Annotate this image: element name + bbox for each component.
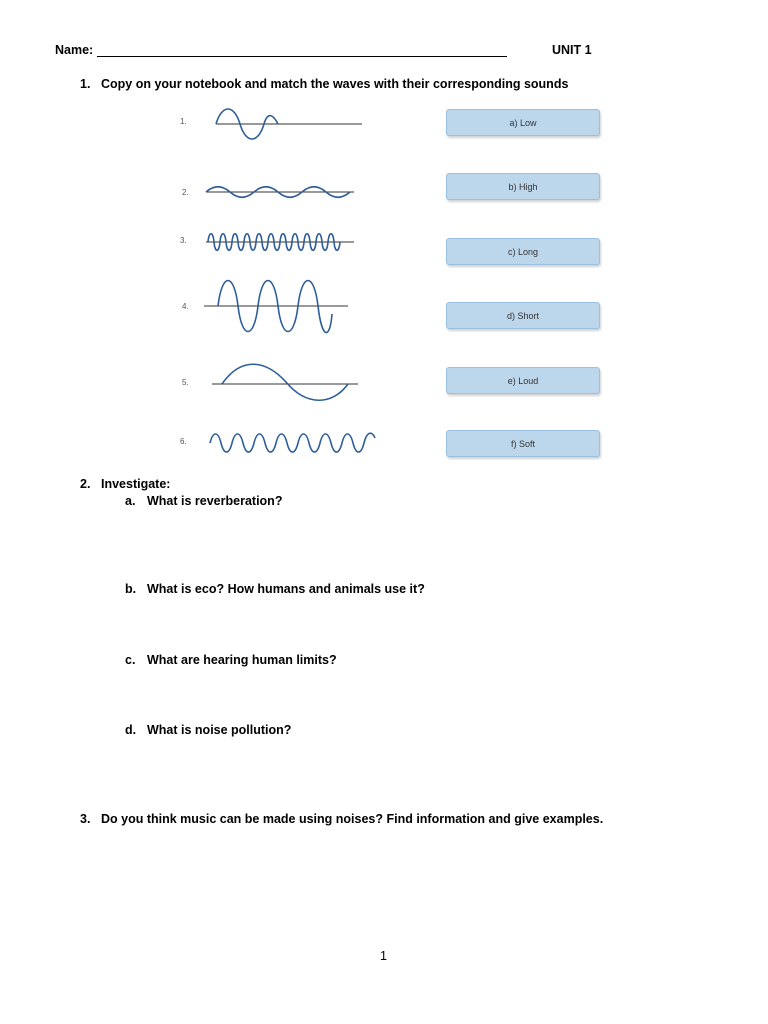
wave-number-2: 2. (182, 188, 189, 197)
question-b-letter: b. (125, 582, 137, 596)
exercise-2-number: 2. (80, 477, 91, 491)
wave-2-graphic (200, 180, 370, 204)
option-long[interactable]: c) Long (446, 238, 600, 265)
exercise-3-text: Do you think music can be made using noises? Find information and give examples. (101, 812, 604, 826)
option-soft[interactable]: f) Soft (446, 430, 600, 457)
wave-4-graphic (200, 270, 370, 342)
question-c-text: What are hearing human limits? (147, 653, 337, 667)
question-b-text: What is eco? How humans and animals use it? (147, 582, 425, 596)
wave-number-6: 6. (180, 437, 187, 446)
exercise-3-number: 3. (80, 812, 91, 826)
unit-label: UNIT 1 (552, 43, 592, 57)
wave-1-graphic (200, 100, 370, 148)
page-number: 1 (380, 949, 387, 963)
option-loud[interactable]: e) Loud (446, 367, 600, 394)
question-d-letter: d. (125, 723, 137, 737)
question-c-letter: c. (125, 653, 136, 667)
option-short[interactable]: d) Short (446, 302, 600, 329)
exercise-1-instruction: Copy on your notebook and match the waves with their corresponding sounds (101, 77, 569, 91)
question-d-text: What is noise pollution? (147, 723, 292, 737)
wave-number-5: 5. (182, 378, 189, 387)
wave-number-4: 4. (182, 302, 189, 311)
exercise-1-number: 1. (80, 77, 91, 91)
name-label: Name: (55, 43, 94, 57)
exercise-2-title: Investigate: (101, 477, 171, 491)
wave-number-1: 1. (180, 117, 187, 126)
option-high[interactable]: b) High (446, 173, 600, 200)
wave-3-graphic (200, 228, 370, 256)
wave-5-graphic (200, 360, 370, 408)
option-low[interactable]: a) Low (446, 109, 600, 136)
question-a-text: What is reverberation? (147, 494, 283, 508)
wave-number-3: 3. (180, 236, 187, 245)
question-a-letter: a. (125, 494, 136, 508)
wave-6-graphic (200, 428, 380, 458)
name-field-line[interactable] (97, 56, 507, 57)
